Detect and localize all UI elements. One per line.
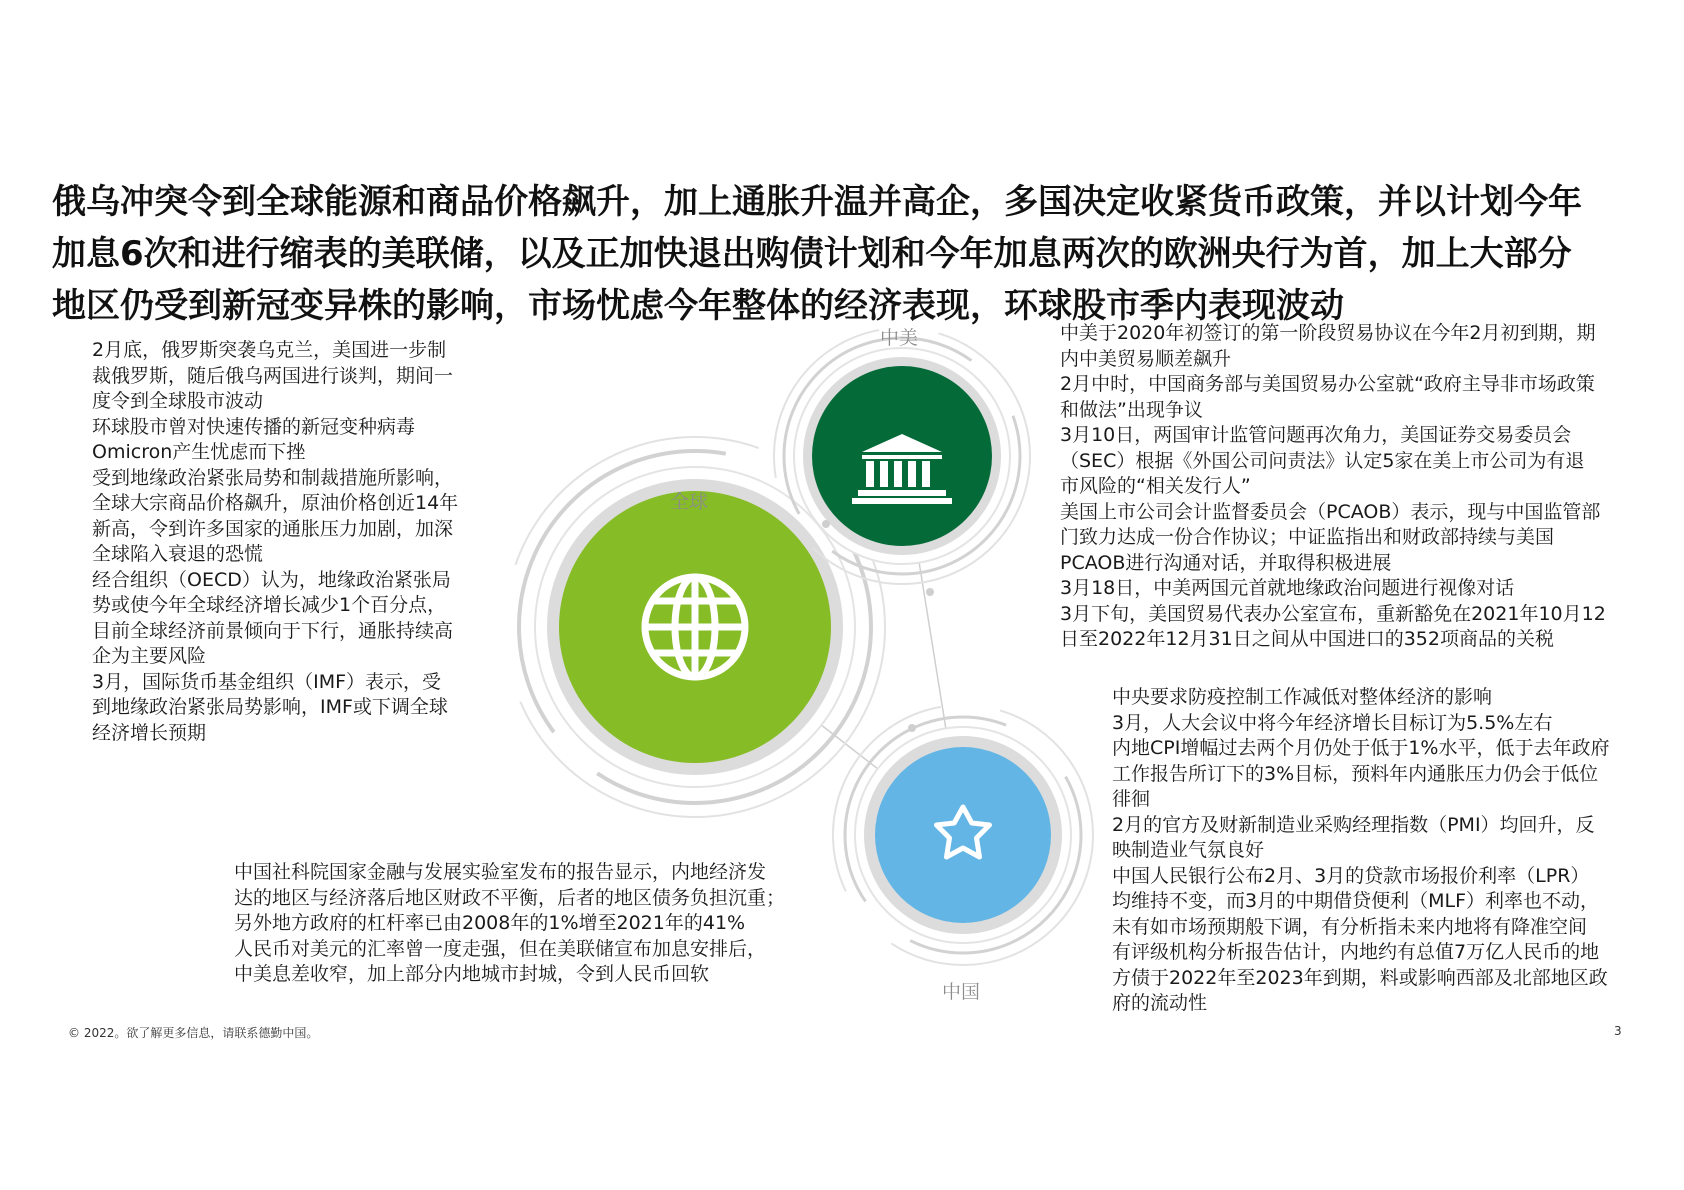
- list-item-line: 中美于2020年初签订的第一阶段贸易协议在今年2月初到期，期: [1060, 322, 1596, 344]
- list-item-line: Omicron产生忧虑而下挫: [92, 441, 306, 463]
- connector-dot: [908, 724, 916, 732]
- list-item-line: 3月18日，中美两国元首就地缘政治问题进行视像对话: [1060, 577, 1515, 599]
- list-item-line: 企为主要风险: [92, 645, 207, 667]
- list-item: [66, 466, 536, 568]
- list-item: [1034, 321, 1674, 372]
- list-item-line: 映制造业气氛良好: [1112, 839, 1265, 861]
- list-item: [208, 860, 848, 937]
- list-item-line: 方债于2022年至2023年到期，料或影响西部及北部地区政: [1112, 966, 1608, 989]
- list-item: [1086, 685, 1676, 711]
- connector-dot: [822, 520, 830, 528]
- list-item: [1034, 423, 1674, 500]
- china-list: [1086, 685, 1676, 1017]
- list-item-line: 环球股市曾对快速传播的新冠变种病毒: [92, 415, 416, 438]
- list-item: [1034, 602, 1674, 653]
- list-item-line: 全球陷入衰退的恐慌: [92, 543, 264, 565]
- list-item-line: 到地缘政治紧张局势影响，IMF或下调全球: [92, 696, 448, 718]
- list-item-line: 势或使今年全球经济增长减少1个百分点，: [92, 594, 447, 616]
- list-item-line: 未有如市场预期般下调，有分析指未来内地将有降准空间: [1112, 915, 1588, 938]
- list-item-line: 2月底，俄罗斯突袭乌克兰，美国进一步制: [92, 339, 447, 361]
- list-item-line: 内中美贸易顺差飙升: [1060, 347, 1232, 370]
- list-item-line: 和做法”出现争议: [1060, 398, 1203, 421]
- title-line: 加息6次和进行缩表的美联储，以及正加快退出购债计划和今年加息两次的欧洲央行为首，加上大部分: [52, 234, 1572, 274]
- list-item: [1034, 576, 1674, 602]
- list-item-line: 经合组织（OECD）认为，地缘政治紧张局: [92, 568, 451, 591]
- list-item-line: 日至2022年12月31日之间从中国进口的352项商品的关税: [1060, 628, 1554, 650]
- list-item-line: 人民币对美元的汇率曾一度走强，但在美联储宣布加息安排后，: [234, 937, 767, 960]
- label-sino-us: 中美: [880, 327, 919, 349]
- china-finance-list: [208, 860, 848, 988]
- list-item-line: 全球大宗商品价格飙升，原油价格创近14年: [92, 492, 459, 514]
- list-item-line: 另外地方政府的杠杆率已由2008年的1%增至2021年的41%: [234, 912, 746, 934]
- list-item-line: 受到地缘政治紧张局势和制裁措施所影响，: [92, 466, 454, 489]
- list-item-line: 中央要求防疫控制工作减低对整体经济的影响: [1112, 686, 1493, 708]
- list-item: [66, 568, 536, 670]
- list-item-line: 中国人民银行公布2月、3月的贷款市场报价利率（LPR）: [1112, 864, 1590, 887]
- list-item: [1086, 736, 1676, 813]
- list-item-line: 均维持不变，而3月的中期借贷便利（MLF）利率也不动，: [1112, 890, 1599, 912]
- list-item: [1034, 500, 1674, 577]
- title-line: 俄乌冲突令到全球能源和商品价格飙升，加上通胀升温并高企，多国决定收紧货币政策，并以计划今年: [52, 182, 1582, 222]
- list-item-line: 中美息差收窄，加上部分内地城市封城，令到人民币回软: [234, 963, 710, 985]
- connector-dot: [926, 588, 934, 596]
- list-item-line: 目前全球经济前景倾向于下行，通胀持续高: [92, 619, 454, 642]
- list-item-line: 裁俄罗斯，随后俄乌两国进行谈判，期间一: [92, 364, 454, 387]
- list-item: [66, 415, 536, 466]
- page-number: 3: [1614, 1024, 1622, 1038]
- list-item-line: 3月下旬，美国贸易代表办公室宣布，重新豁免在2021年10月12: [1060, 602, 1606, 625]
- list-item-line: 3月，人大会议中将今年经济增长目标订为5.5%左右: [1112, 711, 1553, 734]
- label-global: 全球: [670, 491, 709, 513]
- list-item-line: 内地CPI增幅过去两个月仍处于低于1%水平，低于去年政府: [1112, 737, 1610, 759]
- globe-icon: [645, 577, 745, 677]
- list-item-line: 工作报告所订下的3%目标，预料年内通胀压力仍会于低位: [1112, 762, 1599, 785]
- list-item-line: 府的流动性: [1112, 992, 1208, 1014]
- list-item-line: 3月10日，两国审计监管问题再次角力，美国证券交易委员会: [1060, 424, 1572, 446]
- list-item: [66, 338, 536, 415]
- label-china: 中国: [942, 981, 981, 1003]
- list-item: [1086, 711, 1676, 737]
- list-item-line: 有评级机构分析报告估计，内地约有总值7万亿人民币的地: [1112, 941, 1600, 963]
- list-item-line: PCAOB进行沟通对话，并取得积极进展: [1060, 551, 1392, 574]
- list-item-line: 达的地区与经济落后地区财政不平衡，后者的地区债务负担沉重；: [234, 886, 786, 909]
- list-item: [1086, 864, 1676, 941]
- list-item-line: 度令到全球股市波动: [92, 390, 264, 412]
- list-item: [1086, 940, 1676, 1017]
- list-item-line: 美国上市公司会计监督委员会（PCAOB）表示，现与中国监管部: [1060, 500, 1601, 523]
- list-item-line: （SEC）根据《外国公司问责法》认定5家在美上市公司为有退: [1060, 449, 1585, 472]
- list-item-line: 徘徊: [1112, 788, 1151, 810]
- list-item-line: 2月中时，中国商务部与美国贸易办公室就“政府主导非市场政策: [1060, 373, 1595, 395]
- list-item-line: 新高，令到许多国家的通胀压力加剧，加深: [92, 517, 454, 540]
- list-item-line: 经济增长预期: [92, 721, 207, 744]
- list-item: [1034, 372, 1674, 423]
- title-line: 地区仍受到新冠变异株的影响，市场忧虑今年整体的经济表现，环球股市季内表现波动: [52, 286, 1344, 326]
- list-item-line: 门致力达成一份合作协议；中证监指出和财政部持续与美国: [1060, 526, 1555, 548]
- china-node: [875, 747, 1051, 923]
- list-item-line: 市风险的“相关发行人”: [1060, 475, 1251, 497]
- list-item: [1086, 813, 1676, 864]
- list-item-line: 中国社科院国家金融与发展实验室发布的报告显示，内地经济发: [234, 861, 767, 883]
- list-item: [208, 937, 848, 988]
- footer-copyright: © 2022。欲了解更多信息，请联系德勤中国。: [68, 1026, 319, 1040]
- sino-us-list: [1034, 321, 1674, 653]
- list-item-line: 3月，国际货币基金组织（IMF）表示，受: [92, 670, 442, 693]
- global-list: [66, 338, 536, 746]
- list-item-line: 2月的官方及财新制造业采购经理指数（PMI）均回升，反: [1112, 813, 1595, 836]
- list-item: [66, 670, 536, 747]
